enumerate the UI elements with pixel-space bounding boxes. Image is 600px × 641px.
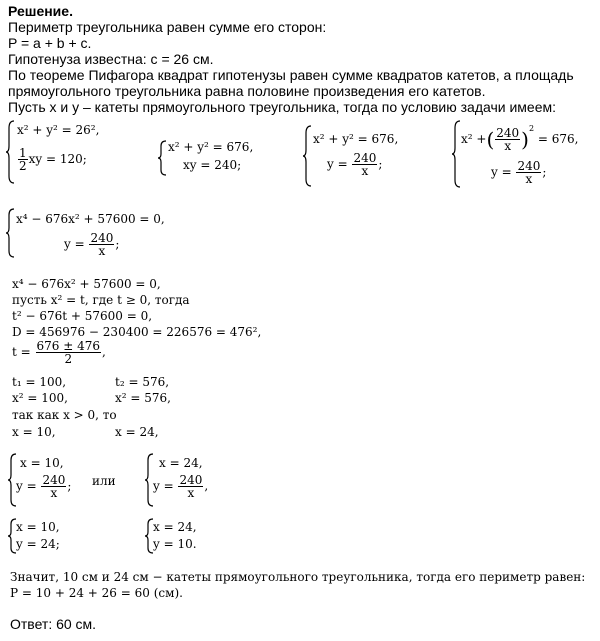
solution-line-9b: x = 24, — [115, 425, 159, 439]
system-2-eq-1: x² + y² = 676, — [168, 140, 254, 154]
final-system-d-eq-1: x = 24, — [153, 520, 197, 534]
system-1-eq-2: $\frac{1}{2}$ xy = 120; — [19, 146, 87, 173]
system-3-eq-2: y = $\frac{240}{x}$ ; — [327, 151, 383, 178]
final-system-a-eq-2: y = $\frac{240}{x}$ ; — [16, 473, 72, 500]
solution-line-7b: x² = 576, — [115, 391, 171, 405]
final-system-a-eq-1: x = 10, — [20, 456, 64, 470]
fraction: $\frac{240}{x}$ — [353, 151, 377, 178]
solution-line-7a: x² = 100, — [12, 391, 68, 405]
intro-line-5: прямоугольного треугольника равна половине произведения его катетов. — [8, 83, 486, 99]
intro-line-2: P = a + b + c. — [8, 35, 92, 51]
system-4-eq-1: x² +( $\frac{240}{x}$ )$^2$ = 676, — [461, 124, 579, 153]
solution-line-2: пусть x² = t, где t ≥ 0, тогда — [12, 293, 190, 307]
final-system-b-eq-1: x = 24, — [159, 456, 203, 470]
fraction: $\frac{676 \pm 476}{2}$ — [36, 339, 101, 366]
brace-icon — [6, 120, 16, 184]
final-system-b-eq-2: y = $\frac{240}{x}$ , — [153, 473, 209, 500]
conclusion-line-2: P = 10 + 24 + 26 = 60 (см). — [10, 586, 183, 600]
solution-line-5: t = $\frac{676 \pm 476}{2}$ , — [12, 339, 106, 366]
final-system-c-eq-2: y = 24; — [16, 537, 60, 551]
system-5-eq-2: y = $\frac{240}{x}$ ; — [64, 231, 120, 258]
solution-line-8: так как x > 0, то — [12, 408, 117, 422]
solution-line-3: t² − 676t + 57600 = 0, — [12, 309, 153, 323]
intro-line-4: По теореме Пифагора квадрат гипотенузы равен сумме квадратов катетов, а площадь — [8, 67, 574, 83]
system-1-eq-1: x² + y² = 26², — [17, 123, 100, 137]
fraction: $\frac{240}{x}$ — [517, 159, 541, 186]
solution-line-6b: t₂ = 576, — [115, 375, 170, 389]
solution-line-9a: x = 10, — [12, 425, 56, 439]
solution-title: Решение. — [8, 3, 73, 19]
system-3-eq-1: x² + y² = 676, — [313, 132, 399, 146]
fraction: $\frac{240}{x}$ — [42, 473, 66, 500]
intro-line-3: Гипотенуза известна: c = 26 см. — [8, 51, 214, 67]
fraction: $\frac{240}{x}$ — [90, 231, 114, 258]
system-5-eq-1: x⁴ − 676x² + 57600 = 0, — [16, 212, 165, 226]
intro-line-6: Пусть x и y – катеты прямоугольного треугольника, тогда по условию задачи имеем: — [8, 99, 557, 115]
solution-line-1: x⁴ − 676x² + 57600 = 0, — [12, 277, 161, 291]
fraction: $\frac{240}{x}$ — [179, 473, 203, 500]
fraction: $\frac{240}{x}$ — [496, 126, 520, 153]
solution-line-4: D = 456976 − 230400 = 226576 = 476², — [12, 325, 262, 339]
brace-icon — [303, 125, 313, 187]
solution-line-6a: t₁ = 100, — [12, 375, 67, 389]
conclusion-line-1: Значит, 10 см и 24 см − катеты прямоугольного треугольника, тогда его периметр равен: — [10, 570, 586, 584]
system-4-eq-2: y = $\frac{240}{x}$ ; — [491, 159, 547, 186]
intro-line-1: Периметр треугольника равен сумме его сторон: — [8, 19, 327, 35]
fraction: $\frac{1}{2}$ — [19, 146, 27, 173]
or-label: или — [92, 474, 116, 488]
final-system-c-eq-1: x = 10, — [16, 520, 60, 534]
brace-icon — [6, 208, 16, 258]
system-2-eq-2: xy = 240; — [183, 158, 242, 172]
final-system-d-eq-2: y = 10. — [153, 537, 197, 551]
answer: Ответ: 60 см. — [10, 616, 97, 632]
brace-icon — [158, 140, 168, 176]
